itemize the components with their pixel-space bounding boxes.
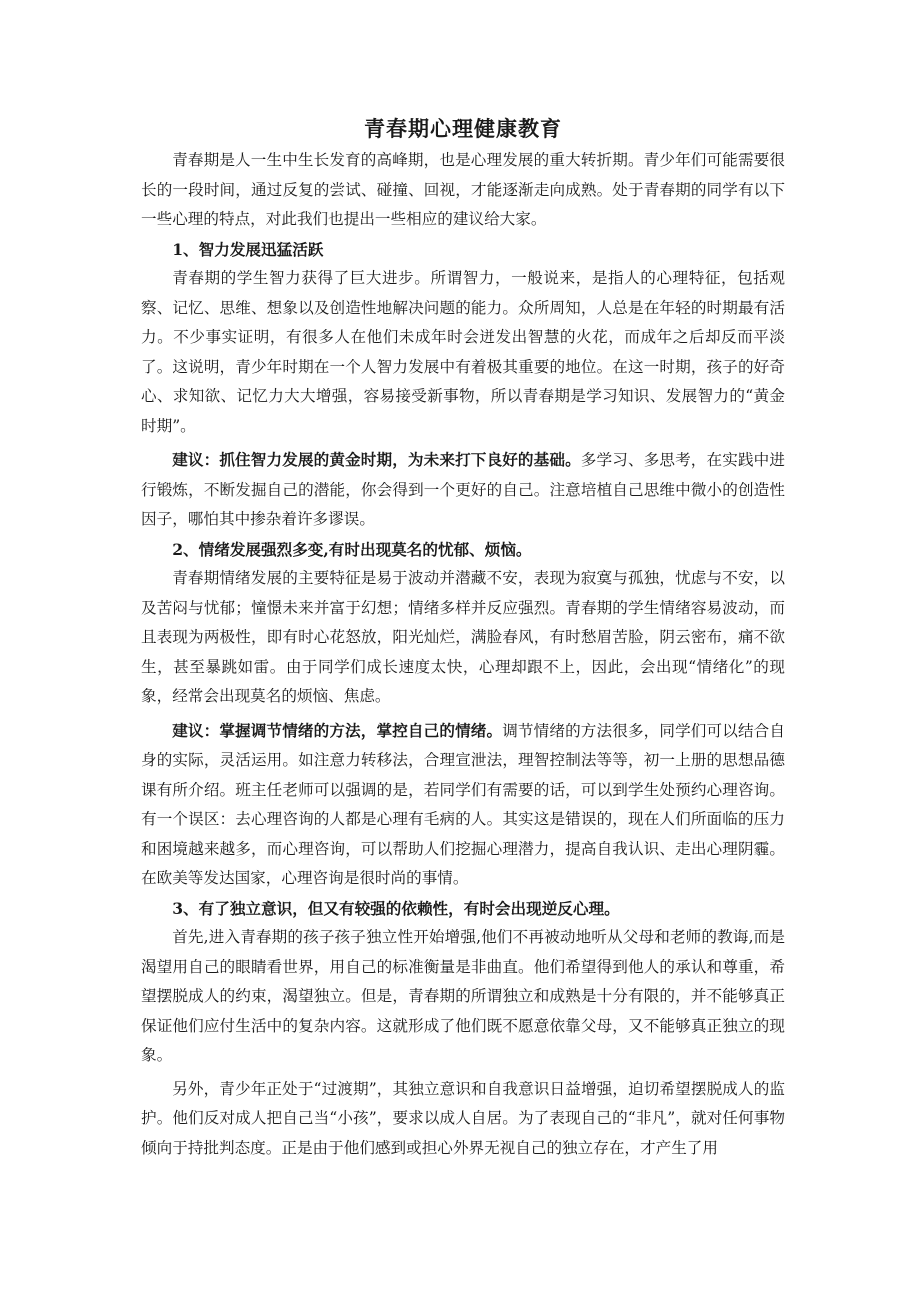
- section-2-advice: [141, 716, 785, 894]
- section-2-heading: 2、情绪发展强烈多变,有时出现莫名的忧郁、烦恼。: [172, 539, 532, 559]
- document-title: 青春期心理健康教育: [364, 116, 562, 141]
- section-3-body-2: 另外，青少年正处于“过渡期”，其独立意识和自我意识日益增强，迫切希望摆脱成人的监护。他们反对成人把自己当“小孩”，要求以成人自居。为了表现自己的“非凡”，就对任何事物倾向于持批判态度。正是由于他们感到或担心外界无视自己的独立存在，才产生了用: [141, 1079, 785, 1157]
- intro-paragraph: 青春期是人一生中生长发育的高峰期，也是心理发展的重大转折期。青少年们可能需要很长的一段时间，通过反复的尝试、碰撞、回视，才能逐渐走向成熟。处于青春期的同学有以下一些心理的特点，对此我们也提出一些相应的建议给大家。: [141, 151, 785, 228]
- section-1-body: 青春期的学生智力获得了巨大进步。所谓智力，一般说来，是指人的心理特征，包括观察、记忆、思维、想象以及创造性地解决问题的能力。众所周知，人总是在年轻的时期最有活力。不少事实证明，有很多人在他们未成年时会迸发出智慧的火花，而成年之后却反而平淡了。这说明，青少年时期在一个人智力发展中有着极其重要的地位。在这一时期，孩子的好奇心、求知欲、记忆力大大增强，容易接受新事物，所以青春期是学习知识、发展智力的“黄金时期”。: [141, 269, 785, 435]
- section-2-advice-text: 调节情绪的方法很多，同学们可以结合自身的实际，灵活运用。如注意力转移法，合理宣泄法，理智控制法等等，初一上册的思想品德课有所介绍。班主任老师可以强调的是，若同学们有需要的话，可以到学生处预约心理咨询。有一个误区：去心理咨询的人都是心理有毛病的人。其实这是错误的，现在人们所面临的压力和困境越来越多，而心理咨询，可以帮助人们挖掘心理潜力，提高自我认识、走出心理阴霾。在欧美等发达国家，心理咨询是很时尚的事情。: [141, 721, 785, 887]
- section-2-advice-lead: 建议：掌握调节情绪的方法，掌控自己的情绪。: [172, 720, 503, 740]
- section-1-advice-text: 多学习、多思考，在实践中进行锻炼，不断发掘自己的潜能，你会得到一个更好的自己。注意培植自己思维中微小的创造性因子，哪怕其中掺杂着许多谬误。: [141, 451, 785, 528]
- section-1-advice-lead: 建议：抓住智力发展的黄金时期，为未来打下良好的基础。: [172, 450, 581, 469]
- section-1-heading: 1、智力发展迅猛活跃: [172, 239, 324, 259]
- section-3-body-1: 首先,进入青春期的孩子孩子独立性开始增强,他们不再被动地听从父母和老师的教诲,而是渴望用自己的眼睛看世界，用自己的标准衡量是非曲直。他们希望得到他人的承认和尊重，希望摆脱成人的约束，渴望独立。但是，青春期的所谓独立和成熟是十分有限的，并不能够真正保证他们应付生活中的复杂内容。这就形成了他们既不愿意依靠父母，又不能够真正独立的现象。: [141, 928, 785, 1064]
- document-page: [141, 112, 785, 1163]
- section-1-advice: [141, 445, 785, 535]
- section-3-heading: 3、有了独立意识，但又有较强的依赖性，有时会出现逆反心理。: [172, 898, 620, 918]
- section-2-body: 青春期情绪发展的主要特征是易于波动并潜藏不安，表现为寂寞与孤独，忧虑与不安，以及苦闷与忧郁；憧憬未来并富于幻想；情绪多样并反应强烈。青春期的学生情绪容易波动，而且表现为两极性，即有时心花怒放，阳光灿烂，满脸春风，有时愁眉苦脸，阴云密布，痛不欲生，甚至暴跳如雷。由于同学们成长速度太快，心理却跟不上，因此，会出现“情绪化”的现象，经常会出现莫名的烦恼、焦虑。: [141, 569, 785, 705]
